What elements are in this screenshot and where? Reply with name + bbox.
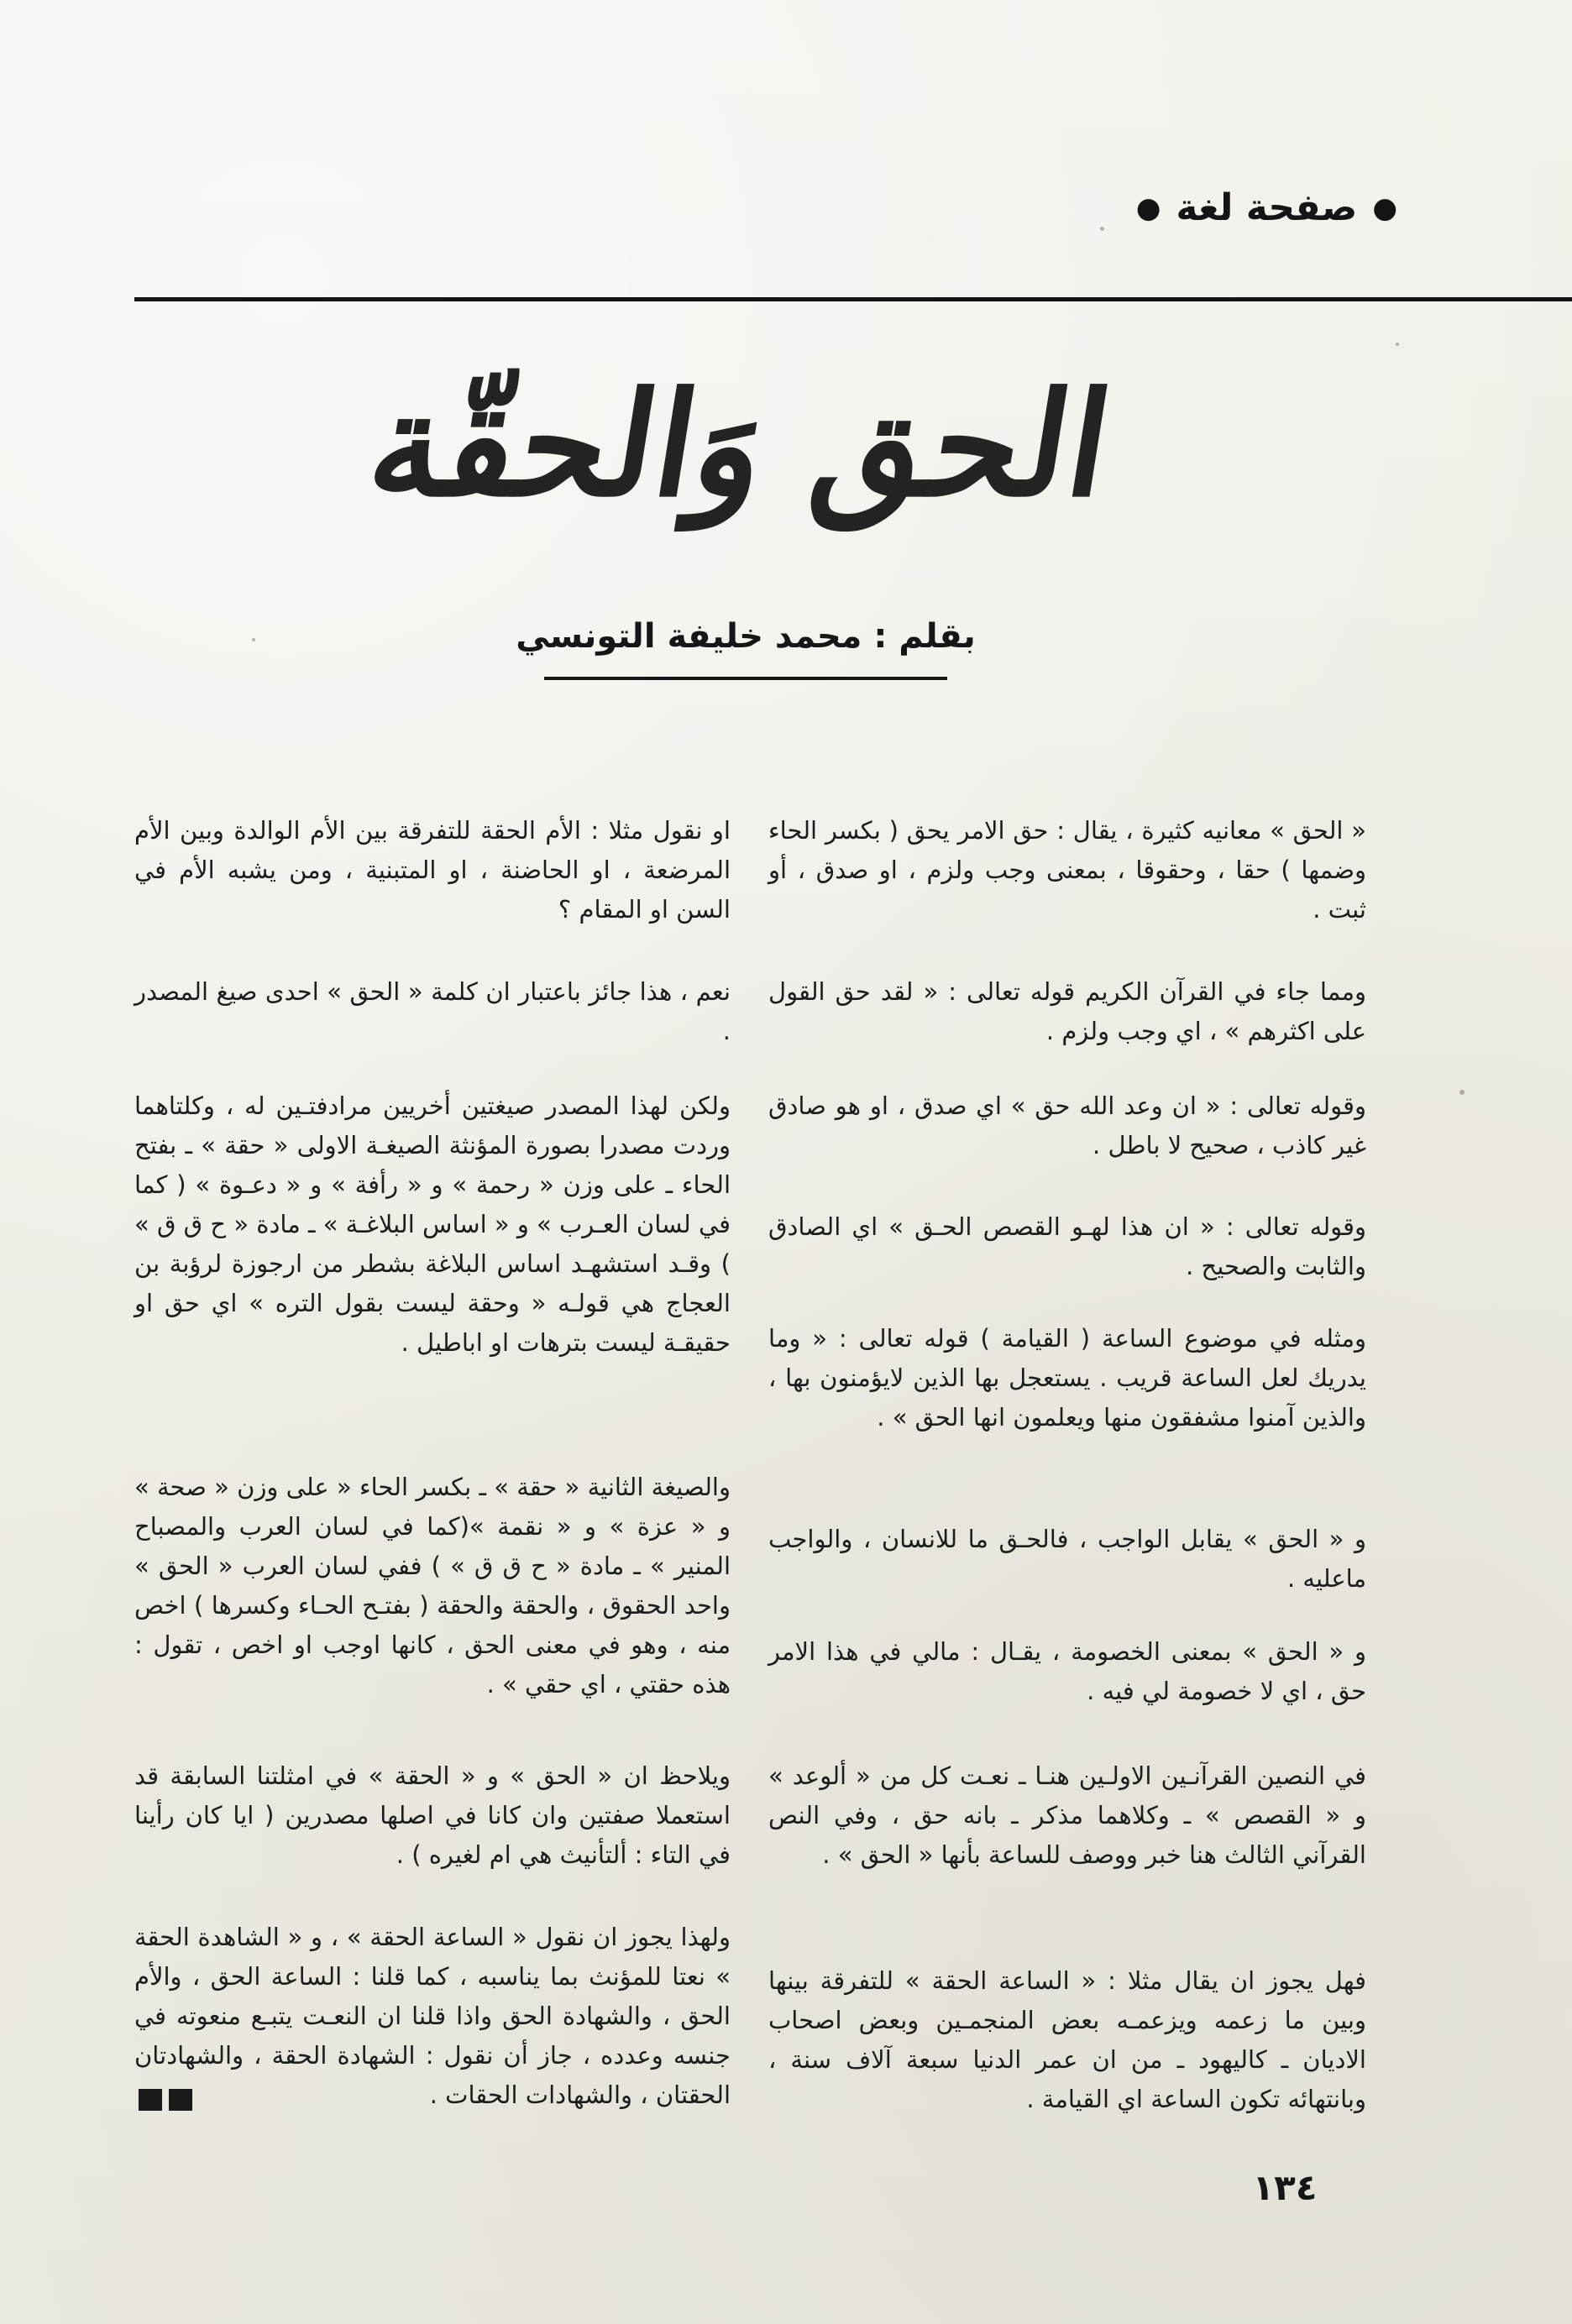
right-column-paragraph: في النصين القرآنـين الاولـين هنـا ـ نعـت كل من « ألوعد » و « القصص » ـ وكلاهما مذكر ـ بانه حق ، وفي النص القرآني الثالث هنا خبر ووصف للساعة بأنها « الحق » .	[768, 1761, 1366, 1869]
left-column-paragraph: ويلاحظ ان « الحق » و « الحقة » في امثلتنا السابقة قد استعملا صفتين وان كانا في اصلها مصدرين ( ايا كان رأينا في التاء : ألتأنيث هي ام لغيره ) .	[134, 1761, 731, 1869]
header-rule	[134, 297, 1572, 301]
left-column-paragraph: نعم ، هذا جائز باعتبار ان كلمة « الحق » احدى صيغ المصدر .	[134, 977, 731, 1045]
page-number: ١٣٤	[1252, 2167, 1318, 2208]
right-column-paragraph: فهل يجوز ان يقال مثلا : « الساعة الحقة » للتفرقة بينها وبين ما زعمه ويزعمـه بعض المنجمـين وبعض اصحاب الاديان ـ كاليهود ـ من ان عمر الدنيا سبعة آلاف سنة ، وبانتهائه تكون الساعة اي القيامة .	[768, 1966, 1366, 2113]
end-of-article-marker	[139, 2089, 192, 2111]
left-column-paragraph: ولكن لهذا المصدر صيغتين أخريين مرادفتـين له ، وكلتاهما وردت مصدرا بصورة المؤنثة الصيغـة الاولى « حقة » ـ بفتح الحاء ـ على وزن « رحمة » و « رأفة » و « دعـوة » ( كما في لسان العـرب » و « اساس البلاغـة » ـ مادة « ح ق ق » ) وقـد استشهـد اساس البلاغة بشطر من ارجوزة لرؤبة بن العجاج هي قولـه « وحقة ليست بقول التره » اي حق او حقيقـة ليست بترهات او اباطيل .	[134, 1091, 731, 1357]
paper-speck	[1459, 1090, 1465, 1095]
section-label-text: صفحة لغة	[1176, 186, 1358, 229]
right-column-paragraph: و « الحق » بمعنى الخصومة ، يقـال : مالي في هذا الامر حق ، اي لا خصومة لي فيه .	[768, 1637, 1366, 1705]
right-column-paragraph: وقوله تعالى : « ان وعد الله حق » اي صدق ، او هو صادق غير كاذب ، صحيح لا باطل .	[768, 1091, 1366, 1159]
right-column-paragraph: « الحق » معانيه كثيرة ، يقال : حق الامر يحق ( بكسر الحاء وضمها ) حقا ، وحقوقا ، بمعنى وجب ولزم ، او صدق ، أو ثبت .	[768, 816, 1366, 924]
left-column-paragraph: والصيغة الثانية « حقة » ـ بكسر الحاء « على وزن « صحة » و « عزة » و « نقمة »(كما في لسان العرب والمصباح المنير » ـ مادة « ح ق ق » ) ففي لسان العرب « الحق » واحد الحقوق ، والحقة والحقة ( بفتـح الحـاء وكسرها ) اخص منه ، وهو في معنى الحق ، كانها اوجب او اخص ، تقول : هذه حقتي ، اي حقي » .	[134, 1473, 731, 1699]
square-icon	[139, 2089, 162, 2111]
paper-speck	[1396, 343, 1399, 346]
square-icon	[169, 2089, 192, 2111]
right-column-paragraph: وقوله تعالى : « ان هذا لهـو القصص الحـق » اي الصادق والثابت والصحيح .	[768, 1212, 1366, 1280]
right-column-paragraph: و « الحق » يقابل الواجب ، فالحـق ما للانسان ، والواجب ماعليه .	[768, 1525, 1366, 1593]
bullet-icon: ●	[1135, 191, 1161, 225]
article-title: الحق وَالحقّة	[358, 361, 1123, 529]
right-column-paragraph: ومما جاء في القرآن الكريم قوله تعالى : « لقد حق القول على اكثرهم » ، اي وجب ولزم .	[768, 977, 1366, 1045]
bullet-icon: ●	[1372, 191, 1397, 225]
left-column-paragraph: ولهذا يجوز ان نقول « الساعة الحقة » ، و « الشاهدة الحقة » نعتا للمؤنث بما يناسبه ، كما قلنا : الساعة الحق ، والأم الحق ، والشهادة الحق واذا قلنا ان النعـت يتبـع منعوته في جنسه وعدده ، جاز أن نقول : الشهادة الحقة ، والشهادتان الحقتان ، والشهادات الحقات .	[134, 1923, 731, 2109]
paper-speck	[252, 638, 255, 641]
byline: بقلم : محمد خليفة التونسي	[516, 617, 976, 656]
section-label	[1135, 186, 1397, 229]
byline-underline	[544, 677, 947, 680]
left-column-paragraph: او نقول مثلا : الأم الحقة للتفرقة بين الأم الوالدة وبين الأم المرضعة ، او الحاضنة ، او المتبنية ، ومن يشبه الأم في السن او المقام ؟	[134, 816, 731, 924]
right-column-paragraph: ومثله في موضوع الساعة ( القيامة ) قوله تعالى : « وما يدريك لعل الساعة قريب . يستعجل بها الذين لايؤمنون بها ، والذين آمنوا مشفقون منها ويعلمون انها الحق » .	[768, 1324, 1366, 1432]
paper-speck	[1100, 227, 1104, 231]
